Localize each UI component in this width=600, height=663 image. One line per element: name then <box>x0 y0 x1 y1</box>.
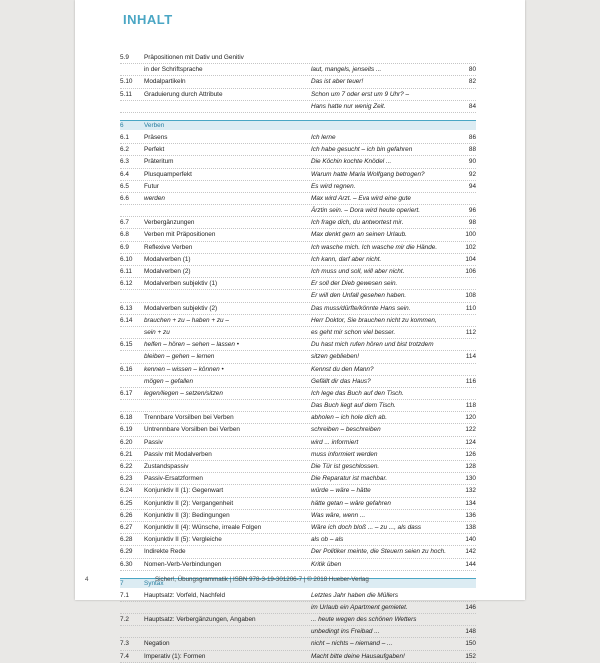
entry-topic: Modalverben subjektiv (2) <box>144 304 218 312</box>
toc-entry <box>120 534 476 546</box>
entry-topic: Modalverben (2) <box>144 268 191 275</box>
entry-number: 7.3 <box>120 640 129 648</box>
toc-entry <box>120 205 476 217</box>
entry-example: hätte getan – wäre gefahren <box>311 499 391 507</box>
entry-number: 6.4 <box>120 170 129 178</box>
entry-page: 110 <box>465 304 476 312</box>
entry-example: würde – wäre – hätte <box>311 487 371 495</box>
entry-topic: Verbergänzungen <box>144 219 195 227</box>
entry-topic: Konjunktiv II (4): Wünsche, irreale Folgen <box>144 523 262 531</box>
page-number: 4 <box>85 576 89 583</box>
entry-number: 6.12 <box>120 280 133 288</box>
entry-example: Ärztin sein. – Dora wird heute operiert. <box>311 207 421 215</box>
entry-page: 116 <box>465 377 476 385</box>
toc-entry <box>120 52 476 64</box>
toc-entry <box>120 546 476 558</box>
toc-entry <box>120 254 476 266</box>
entry-number: 6.3 <box>120 158 129 166</box>
entry-page: 102 <box>465 243 476 251</box>
entry-example: Warum hatte Maria Wolfgang betrogen? <box>311 170 425 178</box>
entry-example: Hans hatte nur wenig Zeit. <box>311 102 386 110</box>
entry-topic: kennen – wissen – können • <box>144 365 224 373</box>
entry-topic: mögen – gefallen <box>144 377 194 385</box>
entry-example: nicht – nichts – niemand – ... <box>311 640 393 648</box>
entry-number: 6.24 <box>120 487 133 495</box>
entry-topic: werden <box>144 194 165 202</box>
entry-topic: Trennbare Vorsilben bei Verben <box>144 414 234 422</box>
entry-topic: sein + zu <box>144 328 170 336</box>
toc-entry <box>120 278 476 290</box>
entry-page: 128 <box>465 463 476 470</box>
entry-page: 112 <box>465 328 476 336</box>
entry-number: 6.17 <box>120 389 133 397</box>
entry-example: Herr Doktor, Sie brauchen nicht zu kommen, <box>311 316 437 324</box>
entry-example: Ich muss und soll, will aber nicht. <box>311 268 405 275</box>
entry-number: 6.27 <box>120 523 133 531</box>
entry-example: Ich lege das Buch auf den Tisch. <box>311 389 404 397</box>
toc-entry <box>120 651 476 663</box>
toc-entry <box>120 602 476 614</box>
entry-topic: Passiv mit Modalverben <box>144 450 212 458</box>
entry-topic: Modalverben (1) <box>144 255 191 263</box>
toc-entry <box>120 266 476 278</box>
entry-number: 6.2 <box>120 146 129 154</box>
entry-page: 132 <box>465 487 476 495</box>
entry-example: es geht mir schon viel besser. <box>311 328 396 336</box>
entry-example: abholen – ich hole dich ab. <box>311 414 388 422</box>
entry-topic: Perfekt <box>144 146 165 154</box>
entry-topic: Modalpartikeln <box>144 78 186 86</box>
entry-example: Was wäre, wenn ... <box>311 511 366 519</box>
entry-example: Ich frage dich, du antwortest mir. <box>311 219 404 227</box>
entry-example: ... heute wegen des schönen Wetters <box>311 616 417 624</box>
entry-topic: Zustandspassiv <box>144 463 189 470</box>
section-title: Syntax <box>144 579 164 587</box>
toc-entry <box>120 412 476 424</box>
entry-example: Gefällt dir das Haus? <box>311 377 371 385</box>
toc-entry <box>120 400 476 412</box>
entry-number: 6.18 <box>120 414 133 422</box>
entry-topic: Präsens <box>144 133 168 141</box>
entry-number: 5.10 <box>120 78 133 86</box>
entry-page: 98 <box>468 219 476 227</box>
toc-entry <box>120 485 476 497</box>
entry-topic: Hauptsatz: Vorfeld, Nachfeld <box>144 591 225 599</box>
toc-entry <box>120 303 476 315</box>
toc-entry <box>120 144 476 156</box>
entry-example: Ich habe gesucht – ich bin gefahren <box>311 146 413 154</box>
entry-topic: Reflexive Verben <box>144 243 193 251</box>
document-page <box>75 0 525 660</box>
entry-number: 6.25 <box>120 499 133 507</box>
entry-example: Er will den Unfall gesehen haben. <box>311 292 407 300</box>
entry-number: 5.11 <box>120 90 132 98</box>
toc-entry <box>120 290 476 302</box>
entry-page: 138 <box>465 523 476 531</box>
toc-entry <box>120 76 476 88</box>
entry-page: 104 <box>465 255 476 263</box>
entry-number: 6.30 <box>120 560 133 568</box>
entry-page: 82 <box>468 78 476 86</box>
entry-example: als ob – als <box>311 536 344 544</box>
toc-entry <box>120 89 476 101</box>
toc-entry <box>120 156 476 168</box>
toc-entry <box>120 638 476 650</box>
entry-topic: Indirekte Rede <box>144 548 186 556</box>
toc-entry <box>120 181 476 193</box>
entry-example: Ich lerne <box>311 133 336 141</box>
section-title: Verben <box>144 121 165 129</box>
entry-number: 6.9 <box>120 243 129 251</box>
entry-example: Das ist aber teuer! <box>311 78 364 86</box>
toc-entry <box>120 614 476 626</box>
entry-number: 6.26 <box>120 511 133 519</box>
entry-page: 146 <box>465 603 476 611</box>
entry-topic: Konjunktiv II (3): Bedingungen <box>144 511 230 519</box>
toc-entry <box>120 217 476 229</box>
entry-example: Letztes Jahr haben die Müllers <box>311 591 399 599</box>
entry-page: 152 <box>465 652 476 660</box>
entry-number: 6.20 <box>120 438 133 446</box>
entry-topic: Plusquamperfekt <box>144 170 192 178</box>
toc-entry <box>120 473 476 485</box>
toc-entry <box>120 327 476 339</box>
toc-entry <box>120 510 476 522</box>
entry-topic: Imperativ (1): Formen <box>144 652 206 660</box>
entry-page: 94 <box>468 182 476 190</box>
entry-number: 6.7 <box>120 219 129 227</box>
entry-number: 6.19 <box>120 426 133 434</box>
section-number: 6 <box>120 121 124 129</box>
toc-entry <box>120 437 476 449</box>
toc-entry <box>120 522 476 534</box>
entry-topic: Untrennbare Vorsilben bei Verben <box>144 426 240 434</box>
entry-page: 144 <box>465 560 476 568</box>
entry-topic: brauchen + zu – haben + zu – <box>144 316 229 324</box>
entry-page: 106 <box>465 268 476 275</box>
entry-page: 148 <box>465 628 476 636</box>
entry-topic: Nomen-Verb-Verbindungen <box>144 560 222 568</box>
entry-topic: Graduierung durch Attribute <box>144 90 223 98</box>
entry-topic: Negation <box>144 640 170 648</box>
section-header <box>120 120 476 130</box>
entry-example: Schon um 7 oder erst um 9 Uhr? – <box>311 90 410 98</box>
entry-topic: bleiben – gehen – lernen <box>144 353 215 361</box>
entry-page: 84 <box>468 102 476 110</box>
entry-page: 114 <box>465 353 476 361</box>
entry-page: 130 <box>465 475 476 483</box>
entry-topic: legen/liegen – setzen/sitzen <box>144 389 223 397</box>
entry-number: 6.15 <box>120 341 133 349</box>
entry-topic: Modalverben subjektiv (1) <box>144 280 218 288</box>
toc-entry <box>120 461 476 473</box>
toc-entry <box>120 626 476 638</box>
entry-topic: Verben mit Präpositionen <box>144 231 216 239</box>
entry-page: 126 <box>465 450 476 458</box>
entry-page: 88 <box>468 146 476 154</box>
entry-page: 86 <box>468 133 476 141</box>
entry-page: 134 <box>465 499 476 507</box>
page-title: INHALT <box>123 12 173 27</box>
entry-page: 142 <box>465 548 476 556</box>
entry-topic: Passiv-Ersatzformen <box>144 475 203 483</box>
toc-entry <box>120 449 476 461</box>
toc-entry <box>120 388 476 400</box>
entry-page: 124 <box>465 438 476 446</box>
entry-page: 136 <box>465 511 476 519</box>
entry-example: Ich wasche mich. Ich wasche mir die Hände. <box>311 243 438 251</box>
entry-number: 7.2 <box>120 616 129 624</box>
footer-credit: Sicher!, Übungsgrammatik | ISBN 978-3-19-301206-7 | © 2018 Hueber-Verlag <box>155 576 369 583</box>
entry-example: sitzen geblieben! <box>311 353 359 361</box>
entry-number: 6.29 <box>120 548 133 556</box>
entry-example: Es wird regnen. <box>311 182 356 190</box>
entry-topic: Passiv <box>144 438 163 446</box>
entry-example: unbedingt ins Freibad ... <box>311 628 380 636</box>
entry-number: 6.1 <box>120 133 129 141</box>
entry-example: schreiben – beschreiben <box>311 426 381 434</box>
toc-entry <box>120 242 476 254</box>
toc-entry <box>120 498 476 510</box>
entry-number: 6.23 <box>120 475 133 483</box>
entry-number: 6.6 <box>120 194 129 202</box>
toc-entry <box>120 64 476 76</box>
entry-topic: Präteritum <box>144 158 174 166</box>
entry-topic: Konjunktiv II (2): Vergangenheit <box>144 499 234 507</box>
entry-number: 6.28 <box>120 536 133 544</box>
entry-page: 100 <box>465 231 476 239</box>
entry-example: laut, mangels, jenseits ... <box>311 66 382 74</box>
entry-page: 96 <box>468 207 476 215</box>
entry-example: Die Reparatur ist machbar. <box>311 475 388 483</box>
entry-example: Ich kann, darf aber nicht. <box>311 255 382 263</box>
entry-number: 5.9 <box>120 54 129 61</box>
entry-example: Max denkt gern an seinen Urlaub. <box>311 231 407 239</box>
entry-example: Wäre ich doch bloß ... – zu ..., als dass <box>311 523 422 531</box>
entry-example: wird ... informiert <box>311 438 359 446</box>
entry-topic: Futur <box>144 182 159 190</box>
entry-number: 6.22 <box>120 463 133 470</box>
entry-topic: Präpositionen mit Dativ und Genitiv <box>144 54 244 61</box>
entry-example: Das Buch liegt auf dem Tisch. <box>311 402 396 410</box>
entry-page: 80 <box>468 66 476 74</box>
section-number: 7 <box>120 579 124 587</box>
entry-example: im Urlaub ein Apartment gemietet. <box>311 603 408 611</box>
entry-page: 122 <box>465 426 476 434</box>
entry-example: Das muss/dürfte/könnte Hans sein. <box>311 304 411 312</box>
entry-example: muss informiert werden <box>311 450 378 458</box>
entry-example: Kritik üben <box>311 560 342 568</box>
entry-example: Die Tür ist geschlossen. <box>311 463 380 470</box>
entry-example: Der Politiker meinte, die Steuern seien zu hoch. <box>311 548 446 556</box>
entry-number: 6.21 <box>120 450 133 458</box>
entry-number: 6.10 <box>120 255 133 263</box>
entry-topic: Konjunktiv II (1): Gegenwart <box>144 487 224 495</box>
entry-topic: Konjunktiv II (5): Vergleiche <box>144 536 222 544</box>
entry-number: 6.5 <box>120 182 129 190</box>
entry-example: Kennst du den Mann? <box>311 365 374 373</box>
toc-entry <box>120 590 476 602</box>
entry-example: Max wird Arzt. – Eva wird eine gute <box>311 194 411 202</box>
entry-example: Du hast mich rufen hören und bist trotzdem <box>311 341 434 349</box>
entry-example: Die Köchin kochte Knödel ... <box>311 158 392 166</box>
entry-number: 6.8 <box>120 231 129 239</box>
entry-number: 7.4 <box>120 652 129 660</box>
toc-entry <box>120 376 476 388</box>
toc-entry <box>120 351 476 363</box>
toc-entry <box>120 229 476 241</box>
entry-page: 118 <box>465 402 476 410</box>
entry-page: 92 <box>468 170 476 178</box>
toc-entry <box>120 101 476 113</box>
entry-page: 140 <box>465 536 476 544</box>
toc-entry <box>120 424 476 436</box>
entry-number: 6.16 <box>120 365 133 373</box>
entry-number: 6.11 <box>120 268 132 275</box>
entry-example: Er soll der Dieb gewesen sein. <box>311 280 398 288</box>
entry-topic: Hauptsatz: Verbergänzungen, Angaben <box>144 616 256 624</box>
entry-page: 108 <box>465 292 476 300</box>
entry-topic: in der Schriftsprache <box>144 66 203 74</box>
toc-entry <box>120 364 476 376</box>
entry-topic: helfen – hören – sehen – lassen • <box>144 341 239 349</box>
entry-page: 120 <box>465 414 476 422</box>
entry-example: Macht bitte deine Hausaufgaben! <box>311 652 405 660</box>
entry-page: 90 <box>468 158 476 166</box>
entry-number: 6.13 <box>120 304 133 312</box>
toc-entry <box>120 559 476 571</box>
toc-entry <box>120 315 476 327</box>
toc-entry <box>120 132 476 144</box>
entry-number: 6.14 <box>120 316 133 324</box>
entry-number: 7.1 <box>120 591 129 599</box>
toc-entry <box>120 339 476 351</box>
table-of-contents <box>120 52 476 663</box>
toc-entry <box>120 169 476 181</box>
entry-page: 150 <box>465 640 476 648</box>
toc-entry <box>120 193 476 205</box>
